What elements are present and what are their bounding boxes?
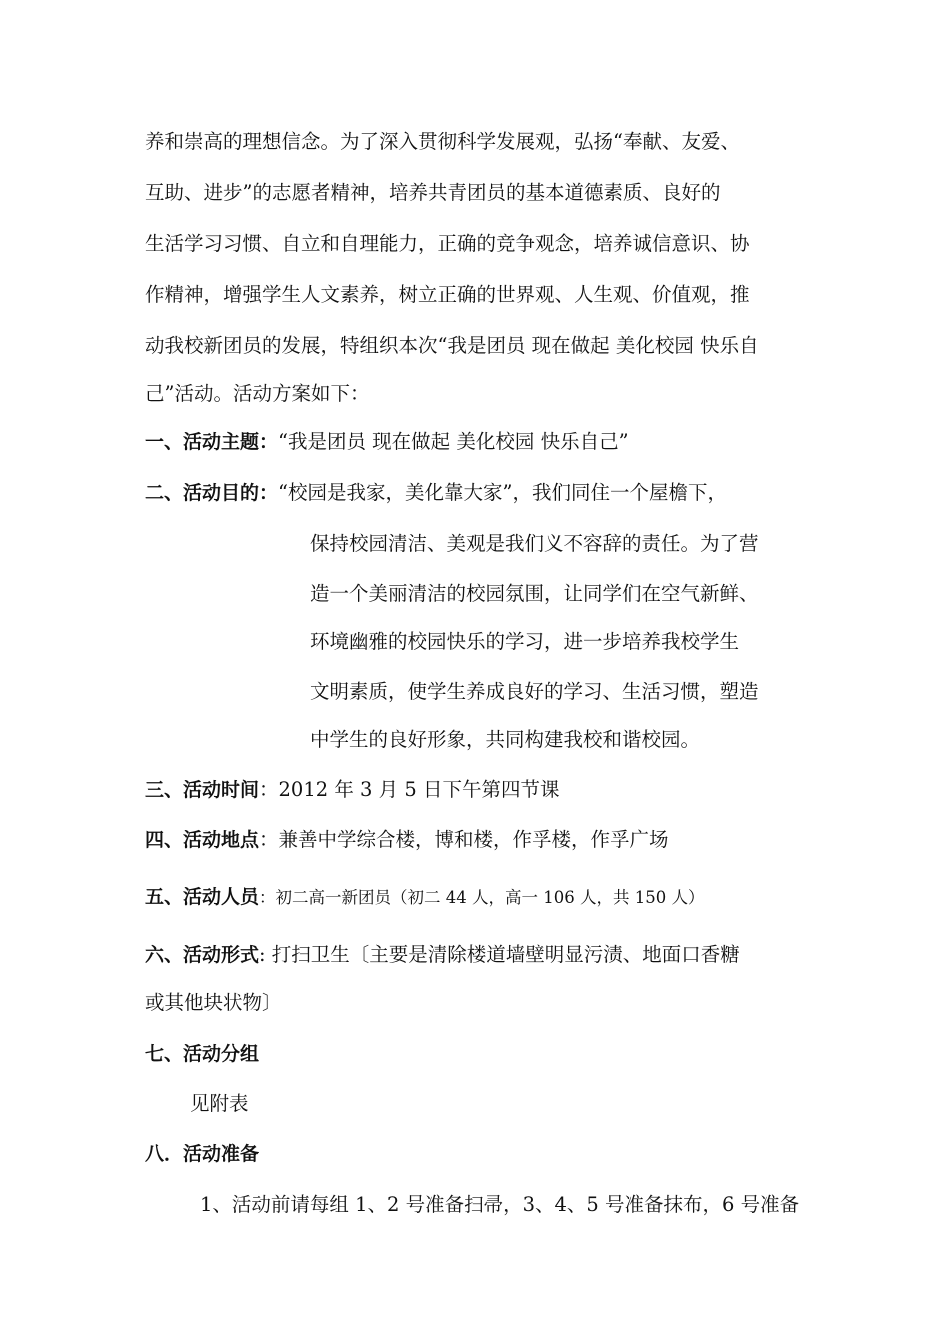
section-form-text: : 打扫卫生〔主要是清除楼道墙壁明显污渍、地面口香糖 bbox=[259, 943, 740, 966]
section-theme-text: “我是团员 现在做起 美化校园 快乐自己” bbox=[278, 430, 629, 453]
intro-line-2: 互助、进步”的志愿者精神，培养共青团员的基本道德素质、良好的 bbox=[145, 181, 721, 204]
section-location bbox=[145, 826, 669, 854]
section-location-heading: 四、活动地点 bbox=[145, 829, 260, 851]
intro-line-1: 养和崇高的理想信念。为了深入贯彻科学发展观，弘扬“奉献、友爱、 bbox=[145, 130, 740, 153]
section-purpose-line-3: 造一个美丽清洁的校园氛围，让同学们在空气新鲜、 bbox=[310, 582, 759, 605]
section-preparation bbox=[145, 1140, 259, 1168]
intro-line-6: 己”活动。活动方案如下： bbox=[145, 382, 370, 405]
section-location-text: ：兼善中学综合楼，博和楼，作孚楼，作孚广场 bbox=[259, 828, 669, 851]
section-preparation-heading: 八．活动准备 bbox=[145, 1143, 260, 1165]
intro-line-5: 动我校新团员的发展，特组织本次“我是团员 现在做起 美化校园 快乐自 bbox=[145, 334, 759, 357]
section-participants-text: ：初二高一新团员（初二 44 人，高一 106 人，共 150 人） bbox=[259, 888, 705, 907]
section-time bbox=[145, 776, 559, 804]
section-time-heading: 三、活动时间 bbox=[145, 779, 260, 801]
section-purpose-line-1: “校园是我家，美化靠大家”，我们同住一个屋檐下， bbox=[278, 481, 727, 504]
intro-line-3: 生活学习习惯、自立和自理能力，正确的竞争观念，培养诚信意识、协 bbox=[145, 232, 750, 255]
section-groups-text: 见附表 bbox=[190, 1092, 249, 1115]
section-purpose-heading: 二、活动目的： bbox=[145, 482, 279, 504]
section-purpose-line-5: 文明素质，使学生养成良好的学习、生活习惯，塑造 bbox=[310, 680, 759, 703]
section-participants-heading: 五、活动人员 bbox=[145, 886, 260, 908]
intro-line-4: 作精神，增强学生人文素养，树立正确的世界观、人生观、价值观，推 bbox=[145, 283, 750, 306]
section-purpose-line-2: 保持校园清洁、美观是我们义不容辞的责任。为了营 bbox=[310, 532, 759, 555]
section-participants bbox=[145, 883, 704, 912]
section-form-line-2: 或其他块状物〕 bbox=[145, 991, 282, 1014]
section-groups bbox=[145, 1040, 259, 1068]
section-form-heading: 六、活动形式 bbox=[145, 944, 260, 966]
section-time-text: ：2012 年 3 月 5 日下午第四节课 bbox=[259, 778, 560, 801]
section-groups-heading: 七、活动分组 bbox=[145, 1043, 260, 1065]
section-theme-heading: 一、活动主题： bbox=[145, 431, 279, 453]
section-theme bbox=[145, 428, 629, 456]
section-purpose-line-6: 中学生的良好形象，共同构建我校和谐校园。 bbox=[310, 728, 701, 751]
section-form bbox=[145, 941, 740, 969]
section-purpose-line-4: 环境幽雅的校园快乐的学习，进一步培养我校学生 bbox=[310, 630, 740, 653]
section-preparation-text: 1、活动前请每组 1、2 号准备扫帚，3、4、5 号准备抹布，6 号准备 bbox=[200, 1193, 800, 1216]
section-purpose bbox=[145, 479, 727, 507]
